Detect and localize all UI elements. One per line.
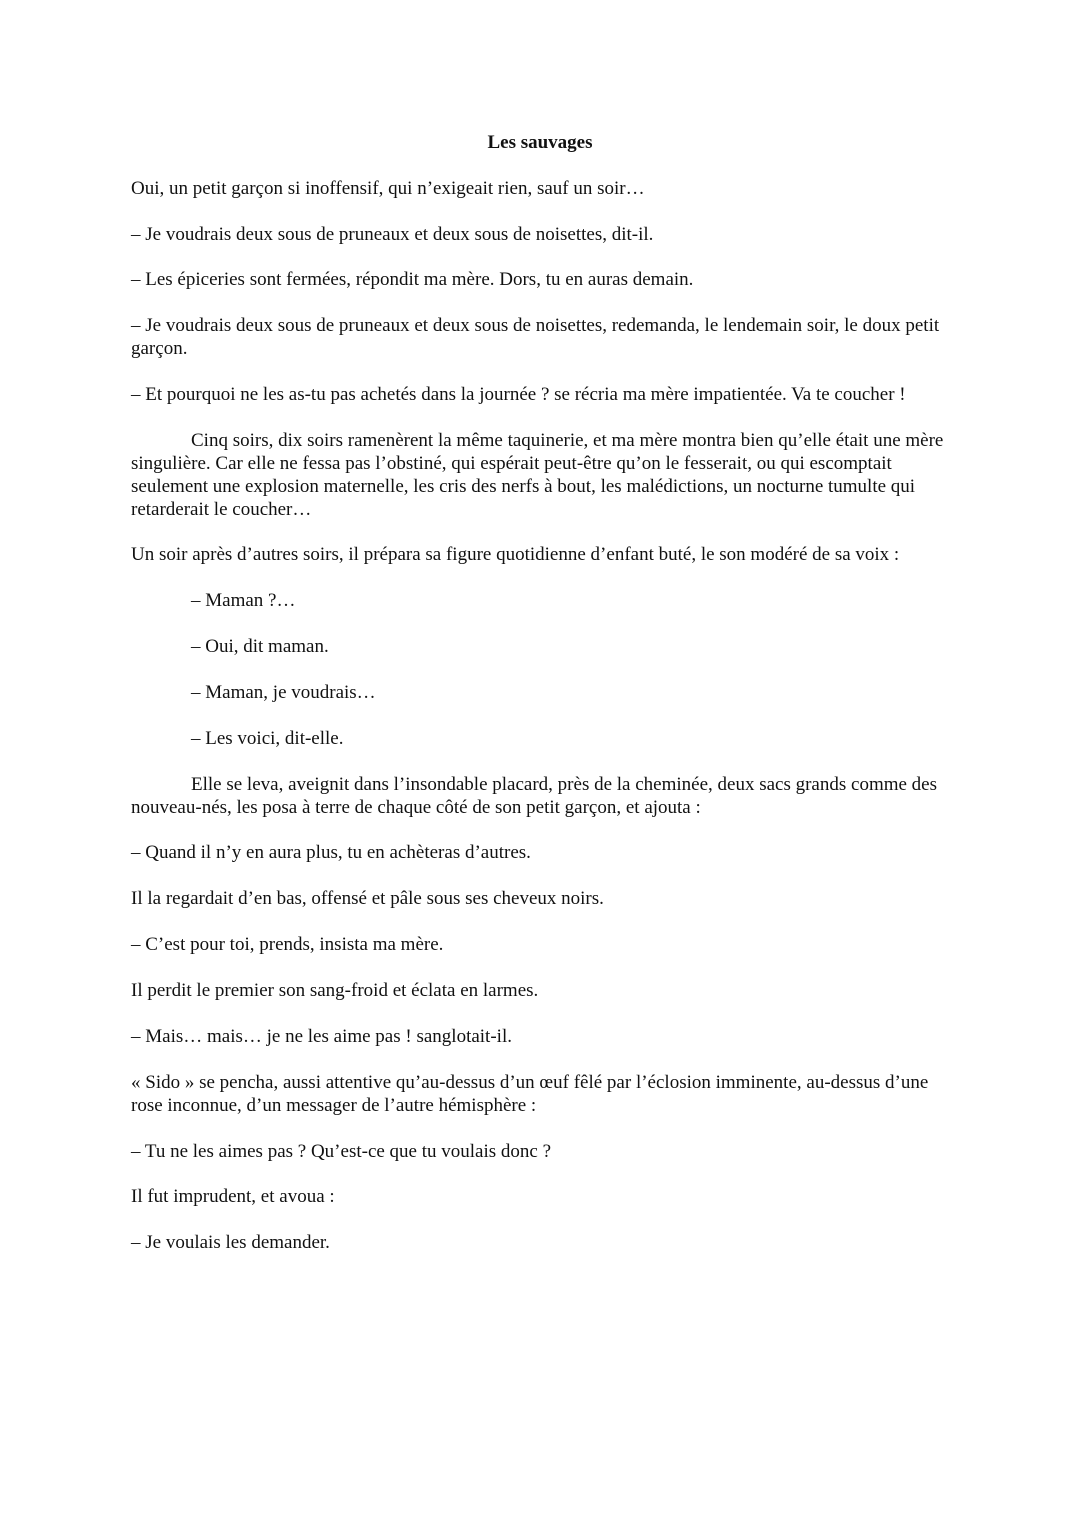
paragraph-4: – Je voudrais deux sous de pruneaux et deux sous de noisettes, redemanda, le lendemain soir, le doux petit garçon. (131, 315, 940, 359)
paragraph-2: – Je voudrais deux sous de pruneaux et deux sous de noisettes, dit-il. (131, 224, 654, 245)
document-title: Les sauvages (487, 132, 593, 153)
dialogue-line-3: – Maman, je voudrais… (191, 682, 376, 703)
paragraph-8: Elle se leva, aveignit dans l’insondable placard, près de la cheminée, deux sacs grands comme des nouveau-nés, les posa à terre de chaque côté de son petit garçon, et ajouta : (131, 774, 938, 818)
paragraph-17: – Je voulais les demander. (131, 1232, 330, 1253)
paragraph-1: Oui, un petit garçon si inoffensif, qui n’exigeait rien, sauf un soir… (131, 178, 645, 199)
dialogue-line-2: – Oui, dit maman. (191, 636, 329, 657)
paragraph-12: Il perdit le premier son sang-froid et éclata en larmes. (131, 980, 539, 1001)
paragraph-10: Il la regardait d’en bas, offensé et pâle sous ses cheveux noirs. (131, 888, 604, 909)
paragraph-9: – Quand il n’y en aura plus, tu en achèteras d’autres. (131, 842, 531, 863)
paragraph-14: « Sido » se pencha, aussi attentive qu’au-dessus d’un œuf fêlé par l’éclosion imminente, au-dessus d’une rose inconnue, d’un messager de l’autre hémisphère : (131, 1072, 929, 1116)
paragraph-16: Il fut imprudent, et avoua : (131, 1186, 335, 1207)
paragraph-13: – Mais… mais… je ne les aime pas ! sanglotait-il. (131, 1026, 512, 1047)
paragraph-5: – Et pourquoi ne les as-tu pas achetés dans la journée ? se récria ma mère impatientée. Va te coucher ! (131, 384, 906, 405)
paragraph-3: – Les épiceries sont fermées, répondit ma mère. Dors, tu en auras demain. (131, 269, 694, 290)
dialogue-line-4: – Les voici, dit-elle. (191, 728, 344, 749)
paragraph-11: – C’est pour toi, prends, insista ma mère. (131, 934, 444, 955)
paragraph-15: – Tu ne les aimes pas ? Qu’est-ce que tu voulais donc ? (131, 1141, 552, 1162)
paragraph-6: Cinq soirs, dix soirs ramenèrent la même taquinerie, et ma mère montra bien qu’elle était une mère singulière. Car elle ne fessa pas l’obstiné, qui espérait peut-être qu’on le fesserait, ou qui escomptait seulement une explosion maternelle, les cris des nerfs à bout, les malédictions, un nocturne tumulte qui retarderait le coucher… (131, 430, 944, 520)
paragraph-7: Un soir après d’autres soirs, il prépara sa figure quotidienne d’enfant buté, le son modéré de sa voix : (131, 544, 900, 565)
dialogue-line-1: – Maman ?… (191, 590, 296, 611)
